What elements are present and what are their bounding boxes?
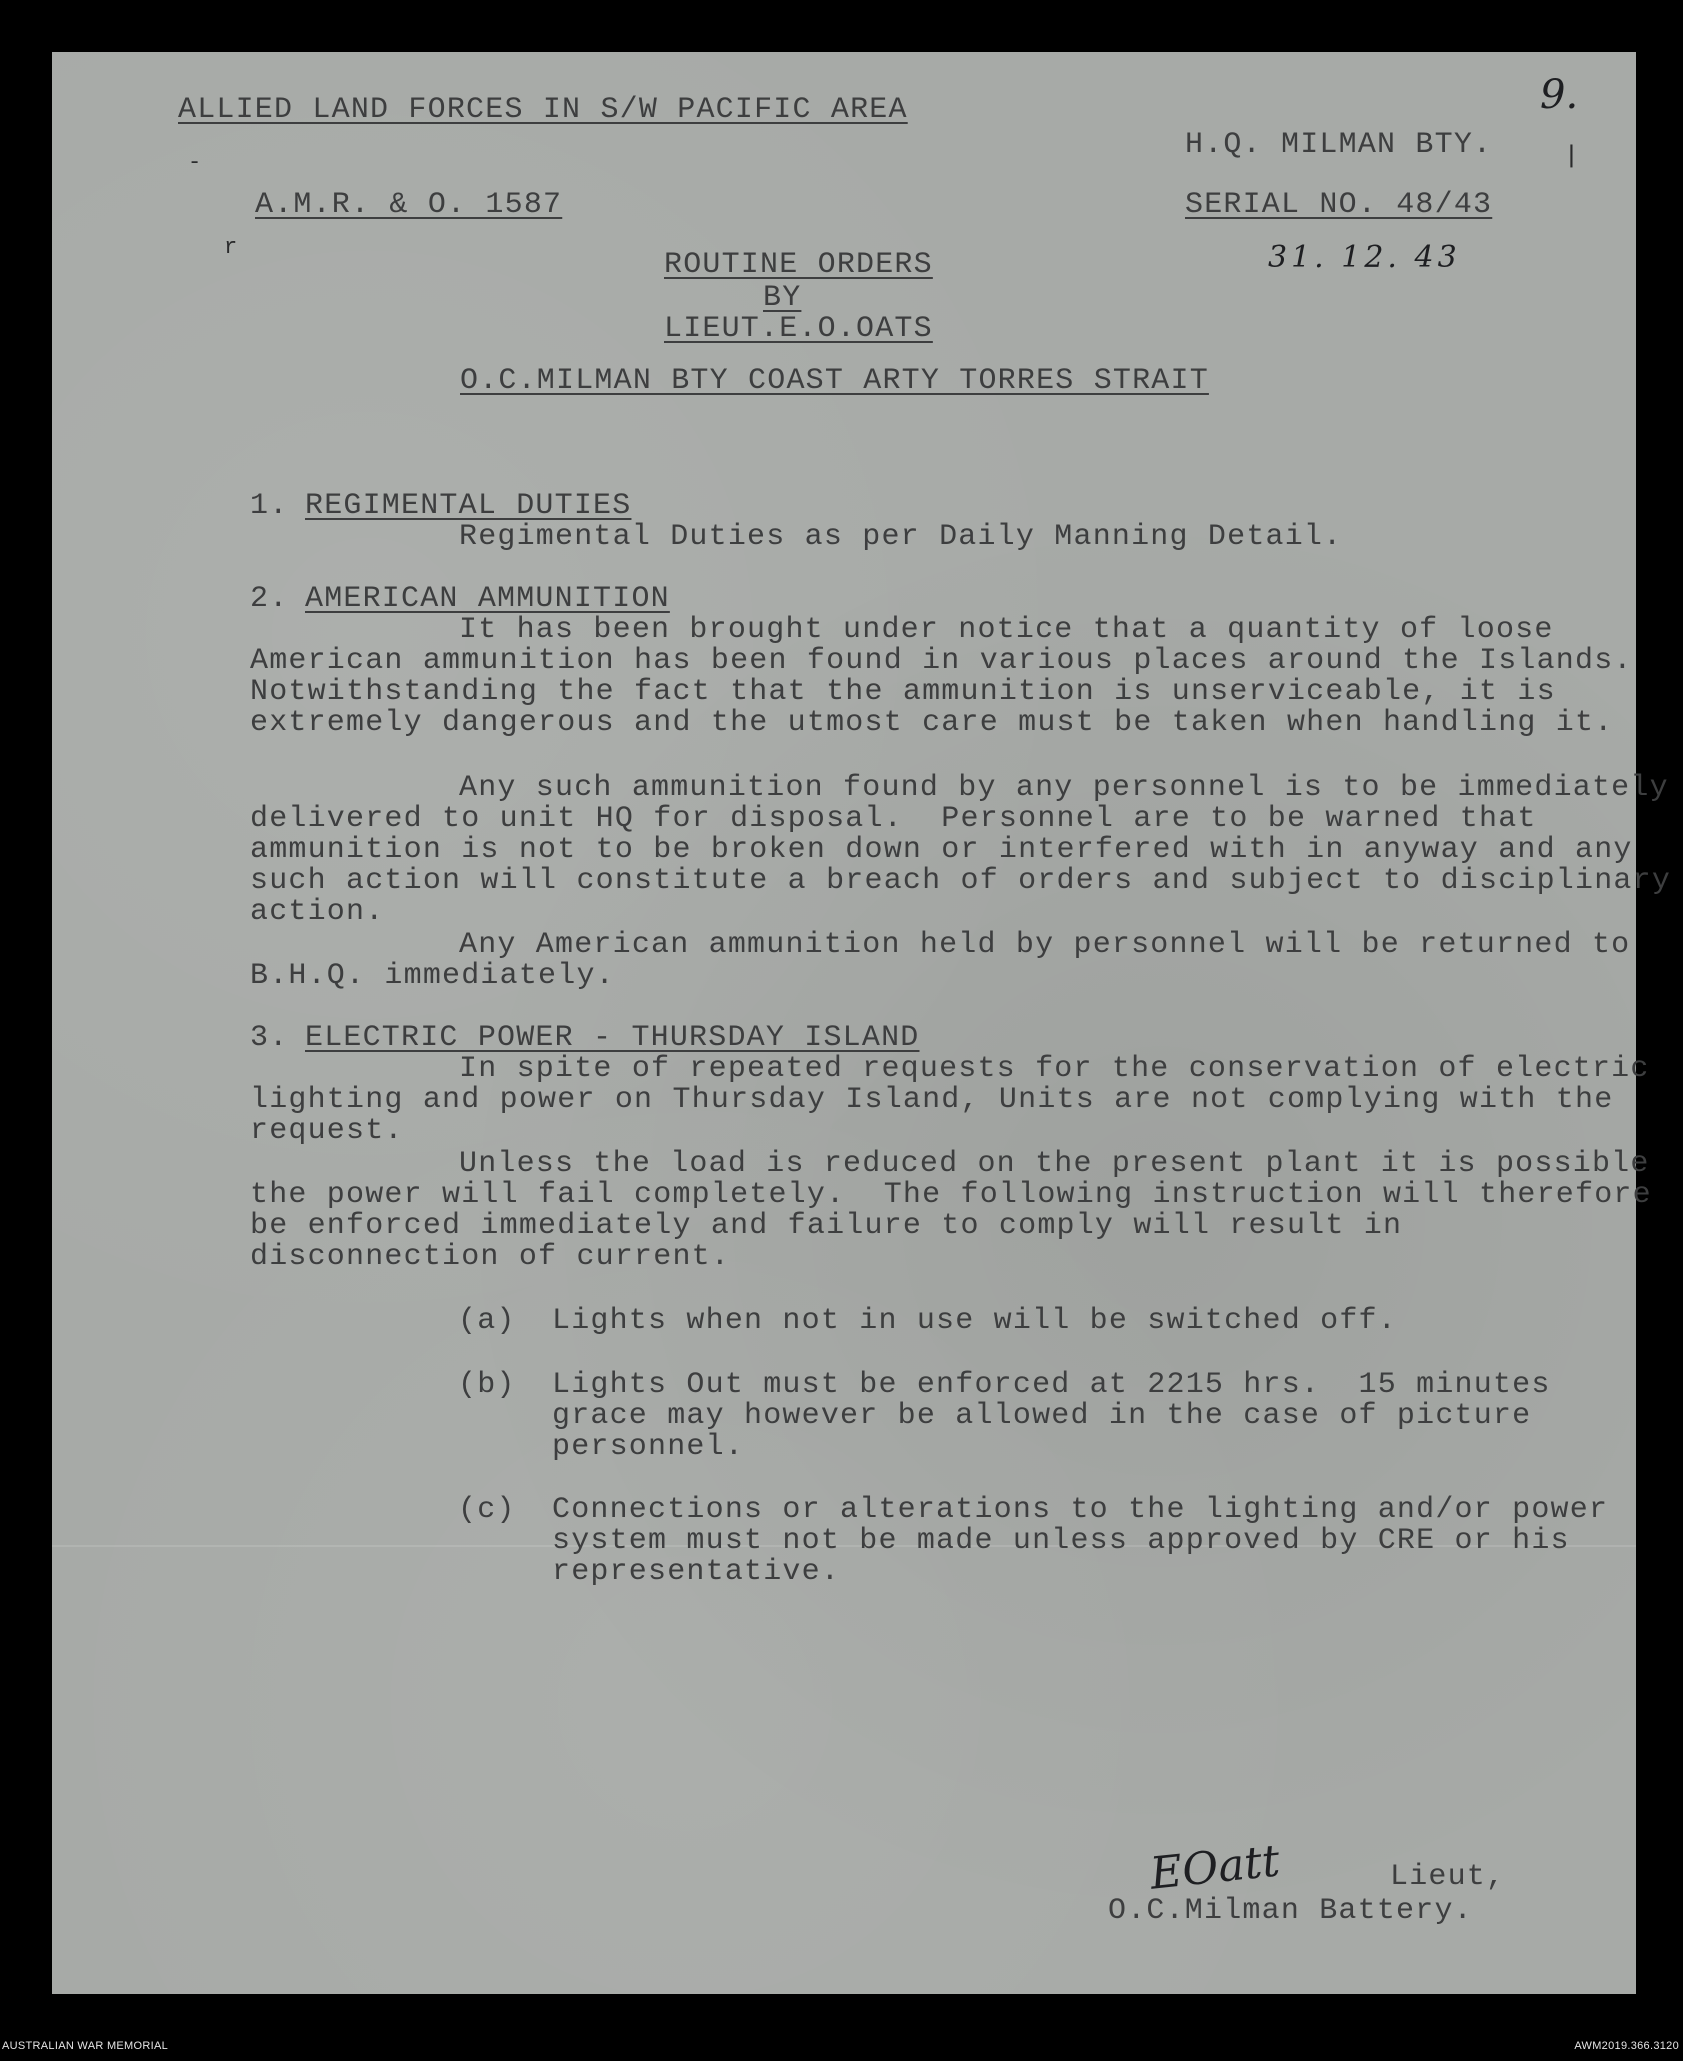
item-text: personnel. — [552, 1430, 745, 1464]
section-text: the power will fail completely. The following instruction will therefore — [250, 1178, 1652, 1212]
section-heading: AMERICAN AMMUNITION — [305, 582, 670, 616]
archive-credit: AUSTRALIAN WAR MEMORIAL — [2, 2040, 169, 2052]
section-text: request. — [250, 1114, 404, 1148]
item-label: (a) — [458, 1304, 516, 1338]
handwritten-date: 31. 12. 43 — [1268, 240, 1461, 275]
section-number: 1. — [250, 489, 289, 523]
section-text: Unless the load is reduced on the present plant it is possible — [459, 1147, 1650, 1181]
signature-rank: Lieut, — [1390, 1860, 1506, 1894]
signature: EOatt — [1147, 1835, 1283, 1900]
item-text: grace may however be allowed in the case of picture — [552, 1399, 1532, 1433]
section-number: 3. — [250, 1021, 289, 1055]
section-heading: ELECTRIC POWER - THURSDAY ISLAND — [305, 1021, 920, 1055]
section-text: extremely dangerous and the utmost care must be taken when handling it. — [250, 706, 1614, 740]
title-unit: O.C.MILMAN BTY COAST ARTY TORRES STRAIT — [460, 364, 1209, 398]
item-text: Lights Out must be enforced at 2215 hrs. 15 minutes — [552, 1368, 1551, 1402]
amr-reference: A.M.R. & O. 1587 — [255, 188, 563, 222]
section-number: 2. — [250, 582, 289, 616]
section-text: such action will constitute a breach of orders and subject to disciplinary — [250, 864, 1672, 898]
item-label: (c) — [458, 1493, 516, 1527]
item-text: Lights when not in use will be switched off. — [552, 1304, 1397, 1338]
item-text: representative. — [552, 1555, 841, 1589]
item-label: (b) — [458, 1368, 516, 1402]
section-text: disconnection of current. — [250, 1240, 731, 1274]
section-text: It has been brought under notice that a quantity of loose — [459, 613, 1554, 647]
section-text: Any American ammunition held by personnel will be returned to — [459, 928, 1631, 962]
section-text: American ammunition has been found in various places around the Islands. — [250, 644, 1633, 678]
section-text: delivered to unit HQ for disposal. Personnel are to be warned that — [250, 802, 1537, 836]
section-text: Notwithstanding the fact that the ammunition is unserviceable, it is — [250, 675, 1556, 709]
section-heading: REGIMENTAL DUTIES — [305, 489, 632, 523]
section-text: be enforced immediately and failure to comply will result in — [250, 1209, 1403, 1243]
archive-reference: AWM2019.366.3120 — [1574, 2040, 1679, 2052]
hq-label: H.Q. MILMAN BTY. — [1185, 128, 1493, 162]
section-text: action. — [250, 895, 385, 929]
folio-number: 9. — [1540, 72, 1579, 118]
forces-heading: ALLIED LAND FORCES IN S/W PACIFIC AREA — [178, 93, 908, 127]
section-text: B.H.Q. immediately. — [250, 959, 615, 993]
section-text: In spite of repeated requests for the conservation of electric — [459, 1052, 1650, 1086]
item-text: Connections or alterations to the lighting and/or power — [552, 1493, 1609, 1527]
section-text: ammunition is not to be broken down or interfered with in anyway and any — [250, 833, 1633, 867]
title-routine-orders: ROUTINE ORDERS — [664, 248, 933, 282]
margin-mark: - — [188, 150, 202, 175]
signature-title: O.C.Milman Battery. — [1108, 1894, 1473, 1928]
title-by: BY — [763, 281, 802, 315]
section-text: lighting and power on Thursday Island, Units are not complying with the — [250, 1083, 1614, 1117]
section-text: Regimental Duties as per Daily Manning Detail. — [459, 520, 1343, 554]
serial-number: SERIAL NO. 48/43 — [1185, 188, 1493, 222]
item-text: system must not be made unless approved by CRE or his — [552, 1524, 1570, 1558]
title-issuer: LIEUT.E.O.OATS — [664, 312, 933, 346]
margin-mark: ❘ — [1563, 142, 1580, 173]
margin-mark: r — [224, 235, 238, 260]
section-text: Any such ammunition found by any personnel is to be immediately — [459, 771, 1669, 805]
